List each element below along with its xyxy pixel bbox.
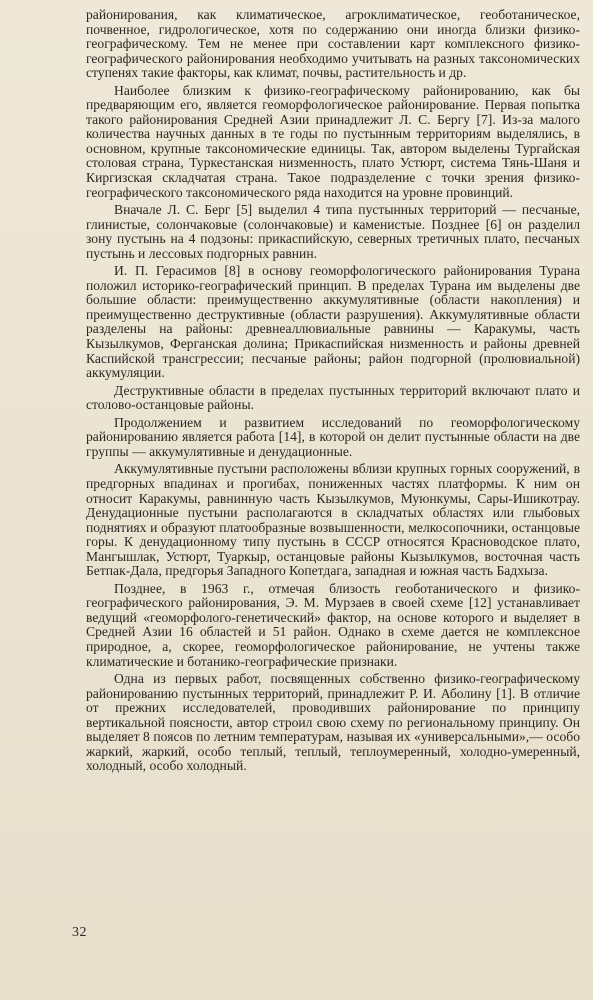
paragraph-murzaev: Позднее, в 1963 г., отмечая близость геоботанического и физико-географического районирования, Э. М. Мурзаев в своей схеме [12] устанавливает ведущий «геоморфолого-генетический» фактор, на основе которого и выделяет в Средней Азии 16 областей и 51 район. Однако в схеме дается не комплексное природное, а, скорее, геоморфологическое районирование, не учтены также климатические и ботанико-географические признаки. bbox=[86, 580, 580, 669]
paragraph-accumulative-deserts: Аккумулятивные пустыни расположены вблизи крупных горных сооружений, в предгорных впадинах и прогибах, пониженных частях платформы. К ним он относит Каракумы, равнинную часть Кызылкумов, Муюнкумы, Сары-Ишикотрау. Денудационные пустыни располагаются в складчатых областях или глыбовых поднятиях и образуют платообразные возвышенности, мелкосопочники, останцовые горы. К денудационному типу пустынь в СССР относятся Красноводское плато, Мангышлак, Устюрт, Туаркыр, останцовые районы Кызылкумов, восточная часть Бетпак-Дала, предгорья Западного Копетдага, западная и южная часть Бадхыза. bbox=[86, 461, 580, 579]
page-text bbox=[86, 8, 580, 777]
paragraph-abolin: Одна из первых работ, посвященных собственно физико-географическому районированию пустынных территорий, принадлежит Р. И. Аболину [1]. В отличие от прежних исследователей, проводивших районирование по принципу вертикальной поясности, автор строил свою схему по региональному принципу. Он выделяет 8 поясов по летним температурам, называя их «универсальными»,— особо жаркий, жаркий, особо теплый, теплый, теплоумеренный, холодно-умеренный, холодный, особо холодный. bbox=[86, 671, 580, 774]
paragraph-geomorphological-zoning: Наиболее близким к физико-географическому районированию, как бы предваряющим его, является геоморфологическое районирование. Первая попытка такого районирования Средней Азии принадлежит Л. С. Бергу [7]. Из-за малого количества научных данных в те годы по пустынным территориям выделялись, в основном, крупные таксономические единицы. Так, автором выделены Тургайская столовая страна, Туркестанская низменность, плато Устюрт, система Тянь-Шаня и Киргизская складчатая страна. Такое подразделение с точки зрения физико-географического таксономического ряда находится на уровне провинций. bbox=[86, 82, 580, 200]
paragraph-destructive-areas: Деструктивные области в пределах пустынных территорий включают плато и столово-останцовые районы. bbox=[86, 382, 580, 413]
paragraph-continuation-research: Продолжением и развитием исследований по геоморфологическому районированию является работа [14], в которой он делит пустынные области на две группы — аккумулятивные и денудационные. bbox=[86, 414, 580, 459]
paragraph-continuation: районирования, как климатическое, агроклиматическое, геоботаническое, почвенное, гидрологическое, хотя по содержанию они иногда близки физико-географическому. Тем не менее при составлении карт комплексного физико-географического районирования необходимо учитывать на разных таксономических ступенях такие факторы, как климат, почвы, растительность и др. bbox=[86, 7, 580, 81]
page-number: 32 bbox=[72, 925, 87, 940]
paragraph-berg-types: Вначале Л. С. Берг [5] выделил 4 типа пустынных территорий — песчаные, глинистые, солончаковые (солончаковые) и каменистые. Позднее [6] он разделил зону пустынь на 4 подзоны: прикаспийскую, северных третичных плато, песчаных пустынь и лессовых подгорных равнин. bbox=[86, 202, 580, 261]
paragraph-gerasimov: И. П. Герасимов [8] в основу геоморфологического районирования Турана положил историко-географический принцип. В пределах Турана им выделены две большие области: преимущественно аккумулятивные (области накопления) и преимущественно деструктивные (области разрушения). Аккумулятивные области разделены на районы: древнеаллювиальные равнины — Каракумы, часть Кызылкумов, Ферганская долина; Прикаспийская низменность и районы древней Каспийской трансгрессии; песчаные районы; район подгорной (пролювиальной) аккумуляции. bbox=[86, 263, 580, 381]
